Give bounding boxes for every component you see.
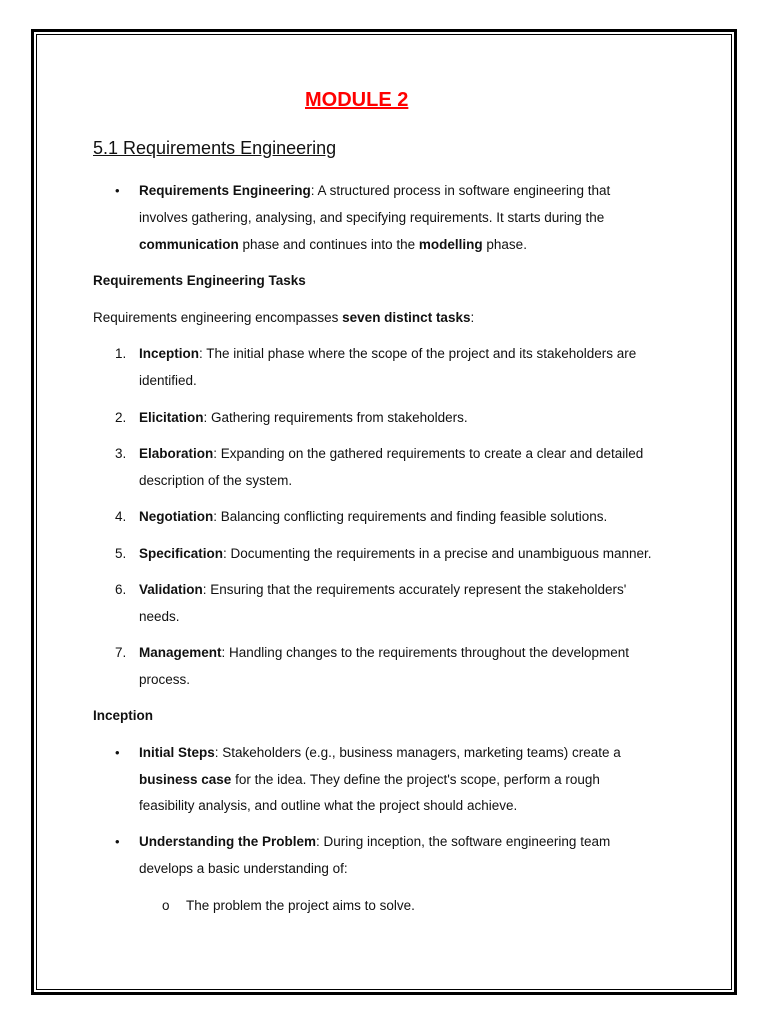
task-term: Elaboration (139, 446, 214, 461)
tasks-intro-bold: seven distinct tasks (342, 310, 471, 325)
task-term: Negotiation (139, 509, 214, 524)
task-item (139, 644, 629, 662)
task-item (139, 409, 468, 427)
inception-text: : During inception, the software engineering team (316, 834, 611, 849)
task-item (139, 445, 643, 463)
inception-text: for the idea. They define the project's scope, perform a rough (231, 772, 600, 787)
task-term: Inception (139, 346, 199, 361)
task-term: Management (139, 645, 222, 660)
intro-term: Requirements Engineering (139, 183, 311, 198)
bullet-dot: • (115, 183, 120, 198)
task-text-cont: description of the system. (139, 473, 293, 488)
intro-line3-mid: phase and continues into the (238, 237, 419, 252)
task-number: 4. (115, 509, 127, 524)
task-item (139, 345, 636, 363)
task-number: 5. (115, 546, 127, 561)
task-term: Validation (139, 582, 203, 597)
task-text: : The initial phase where the scope of the project and its stakeholders are (199, 346, 637, 361)
task-text: : Expanding on the gathered requirements to create a clear and detailed (213, 446, 644, 461)
inception-text: : Stakeholders (e.g., business managers, marketing teams) create a (214, 745, 621, 760)
task-number: 7. (115, 645, 127, 660)
business-case-term: business case (139, 772, 232, 787)
inception-bullet-2-line-1 (139, 833, 610, 851)
tasks-heading: Requirements Engineering Tasks (93, 273, 306, 288)
intro-line-2: involves gathering, analysing, and specifying requirements. It starts during the (139, 210, 605, 225)
inception-bullet-1-line-3: feasibility analysis, and outline what the project should achieve. (139, 798, 518, 813)
bullet-dot: • (115, 834, 120, 849)
intro-line1-text: : A structured process in software engineering that (310, 183, 611, 198)
task-number: 3. (115, 446, 127, 461)
sub-bullet-item: The problem the project aims to solve. (186, 898, 415, 913)
module-title: MODULE 2 (305, 89, 409, 111)
task-text: : Gathering requirements from stakeholders. (203, 410, 468, 425)
intro-line3-end: phase. (482, 237, 527, 252)
task-text-cont: identified. (139, 373, 197, 388)
inception-term: Understanding the Problem (139, 834, 317, 849)
task-text-cont: process. (139, 672, 191, 687)
inception-term: Initial Steps (139, 745, 215, 760)
task-item (139, 545, 652, 563)
inception-bullet-1-line-1 (139, 744, 621, 762)
intro-line-3 (139, 236, 527, 254)
task-text: : Balancing conflicting requirements and finding feasible solutions. (213, 509, 608, 524)
tasks-intro (93, 309, 474, 327)
task-number: 6. (115, 582, 127, 597)
task-text-cont: needs. (139, 609, 180, 624)
task-item (139, 508, 607, 526)
bullet-dot: • (115, 745, 120, 760)
task-term: Elicitation (139, 410, 204, 425)
tasks-intro-before: Requirements engineering encompasses (93, 310, 343, 325)
task-item (139, 581, 626, 599)
intro-line-1 (139, 182, 610, 200)
task-number: 1. (115, 346, 127, 361)
inception-heading: Inception (93, 708, 153, 723)
task-text: : Ensuring that the requirements accurately represent the stakeholders' (202, 582, 627, 597)
intro-term-communication: communication (139, 237, 239, 252)
task-text: : Documenting the requirements in a precise and unambiguous manner. (223, 546, 652, 561)
intro-term-modelling: modelling (418, 237, 483, 252)
sub-bullet-marker: o (162, 898, 170, 913)
task-text: : Handling changes to the requirements throughout the development (221, 645, 630, 660)
inception-bullet-1-line-2 (139, 771, 600, 789)
task-term: Specification (139, 546, 224, 561)
task-number: 2. (115, 410, 127, 425)
inception-bullet-2-line-2: develops a basic understanding of: (139, 861, 348, 876)
tasks-intro-after: : (470, 310, 475, 325)
section-heading: 5.1 Requirements Engineering (93, 138, 337, 158)
